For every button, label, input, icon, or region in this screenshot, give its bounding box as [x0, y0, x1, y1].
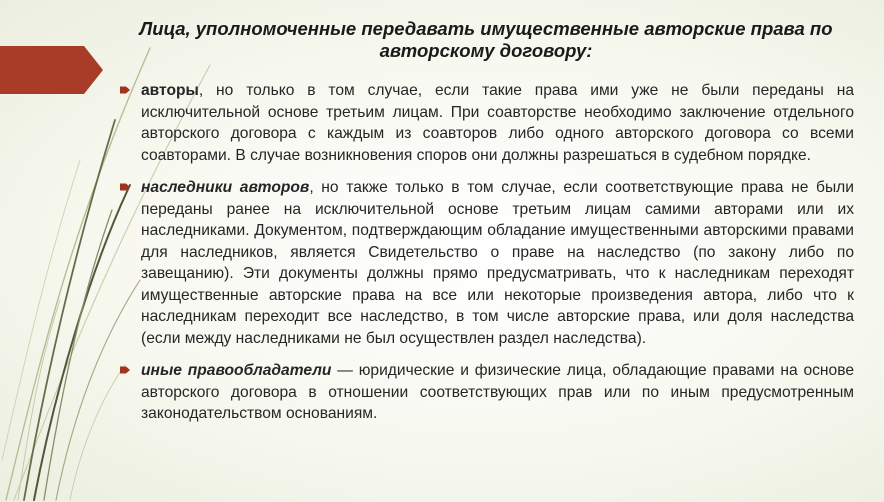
bullet-term: авторы — [141, 82, 199, 99]
arrow-bullet-icon — [120, 85, 130, 95]
slide-title: Лица, уполномоченные передавать имущественные авторские права по авторскому договору: — [139, 18, 833, 61]
bullet-term: наследники авторов — [141, 179, 310, 196]
bullet-term: иные правообладатели — [141, 362, 332, 379]
bullet-text: — юридические и физические лица, обладающие правами на основе авторского договора в отношении соответствующих прав или по иным предусмотренным законодательством основаниям. — [141, 362, 855, 422]
bullet-other-holders — [120, 360, 854, 425]
bullet-text: , но также только в том случае, если соответствующие права не были переданы ранее на исключительной основе третьим лицам самими авторами или их наследниками. Документом, подтверждающим обладание имущественными авторскими правами для наследников, является Свидетельство о праве на наследство (по закону либо по завещанию). Эти документы должны прямо предусматривать, что к наследникам переходят имущественные авторские права на все или некоторые произведения автора, либо что к наследникам переходит все наследство, в том числе авторские права, или доля наследства (если между наследниками не был осуществлен раздел наследства). — [141, 179, 854, 347]
bullet-list — [120, 80, 854, 436]
bullet-text: , но только в том случае, если такие права ими уже не были переданы на исключительной основе третьим лицам. При соавторстве необходимо заключение отдельного авторского договора с каждым из соавторов либо одного авторского договора со всеми соавторами. В случае возникновения споров они должны разрешаться в судебном порядке. — [141, 82, 854, 164]
red-arrow-banner — [0, 46, 103, 94]
bullet-heirs — [120, 177, 854, 349]
bullet-authors — [120, 80, 854, 166]
arrow-bullet-icon — [120, 182, 130, 192]
arrow-bullet-icon — [120, 365, 130, 375]
